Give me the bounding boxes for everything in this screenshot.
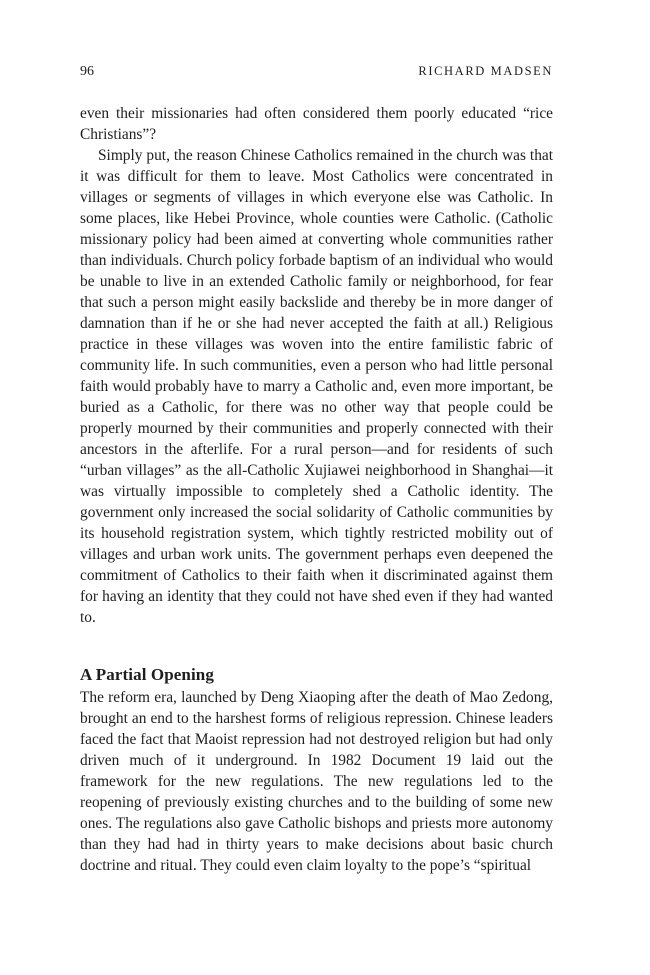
body-text [80,103,553,876]
continued-paragraph: even their missionaries had often considered them poorly educated “rice Christians”? [80,105,553,143]
paragraph: Simply put, the reason Chinese Catholics remained in the church was that it was difficult for them to leave. Most Catholics were concentrated in villages or segments of villages in which everyone else was Catholic. In some places, like Hebei Province, whole counties were Catholic. (Catholic missionary policy had been aimed at converting whole communities rather than individuals. Church policy forbade baptism of an individual who would be unable to live in an extended Catholic family or neighborhood, for fear that such a person might easily backslide and thereby be in more danger of damnation than if he or she had never accepted the faith at all.) Religious practice in these villages was woven into the entire familistic fabric of community life. In such communities, even a person who had little personal faith would probably have to marry a Catholic and, even more important, be buried as a Catholic, for there was no other way that people could be properly mourned by their communities and properly connected with their ancestors in the afterlife. For a rural person—and for residents of such “urban villages” as the all-Catholic Xujiawei neighborhood in Shanghai—it was virtually impossible to completely shed a Catholic identity. The government only increased the social solidarity of Catholic communities by its household registration system, which tightly restricted mobility out of villages and urban work units. The government perhaps even deepened the commitment of Catholics to their faith when it discriminated against them for having an identity that they could not have shed even if they had wanted to. [80,147,553,626]
section-paragraph: The reform era, launched by Deng Xiaoping after the death of Mao Zedong, brought an end to the harshest forms of religious repression. Chinese leaders faced the fact that Maoist repression had not destroyed religion but had only driven much of it underground. In 1982 Document 19 laid out the framework for the new regulations. The new regulations led to the reopening of previously existing churches and to the building of some new ones. The regulations also gave Catholic bishops and priests more autonomy than they had had in thirty years to make decisions about basic church doctrine and ritual. They could even claim loyalty to the pope’s “spiritual [80,689,553,874]
page-number: 96 [80,64,94,79]
running-title: RICHARD MADSEN [418,64,553,78]
book-page [80,62,553,876]
running-header [80,62,553,80]
section-heading: A Partial Opening [80,665,214,684]
